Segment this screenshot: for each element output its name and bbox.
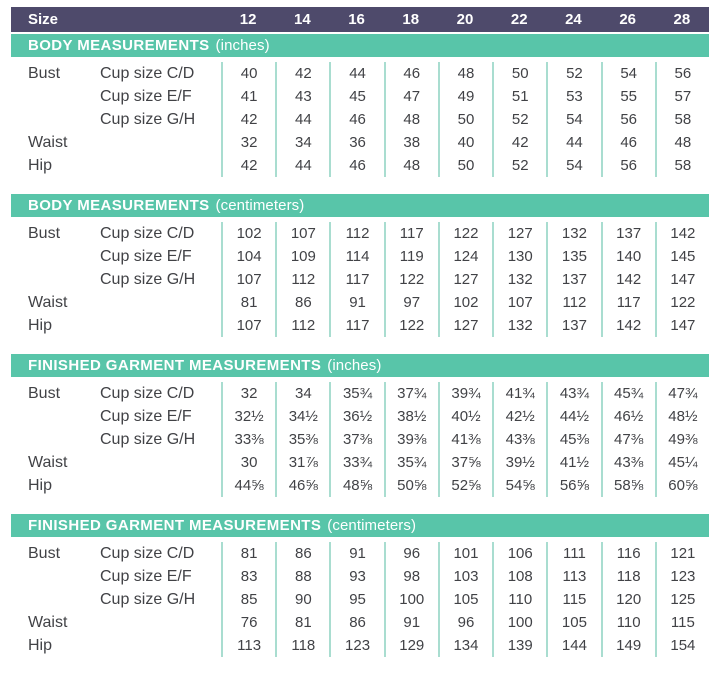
- size-column-header: 22: [510, 11, 528, 28]
- row-label: Hip: [28, 317, 53, 334]
- table-cell: 117: [601, 291, 655, 314]
- size-column-header: 14: [293, 11, 311, 28]
- table-cell: 112: [546, 291, 600, 314]
- table-cell: 46: [329, 108, 383, 131]
- table-cell: 58: [655, 108, 709, 131]
- table-cell: 46: [601, 131, 655, 154]
- row-label: Waist: [28, 454, 68, 471]
- table-cell: 122: [384, 314, 438, 337]
- table-cell: 48½: [655, 405, 709, 428]
- size-column-header: 12: [239, 11, 257, 28]
- table-cell: 123: [655, 565, 709, 588]
- row-sublabel: Cup size E/F: [100, 568, 192, 585]
- row-label: Waist: [28, 134, 68, 151]
- row-label: Waist: [28, 614, 68, 631]
- table-cell: 96: [384, 542, 438, 565]
- table-cell: 54: [546, 154, 600, 177]
- sections-container: [11, 34, 709, 657]
- table-cell: 144: [546, 634, 600, 657]
- table-cell: 86: [275, 291, 329, 314]
- table-cell: 101: [438, 542, 492, 565]
- row-label: Waist: [28, 294, 68, 311]
- table-cell: 32: [221, 131, 275, 154]
- size-column-header: 24: [565, 11, 582, 28]
- row-sublabel: Cup size G/H: [100, 111, 196, 128]
- table-cell: 50: [438, 154, 492, 177]
- table-cell: 54: [546, 108, 600, 131]
- table-cell: 132: [492, 268, 546, 291]
- table-cell: 137: [546, 314, 600, 337]
- table-cell: 41½: [546, 451, 600, 474]
- table-cell: 93: [329, 565, 383, 588]
- table-cell: 116: [601, 542, 655, 565]
- row-sublabel: Cup size E/F: [100, 248, 192, 265]
- table-cell: 56: [655, 62, 709, 85]
- table-row: [11, 268, 709, 291]
- measurement-section: [11, 514, 709, 657]
- table-cell: 86: [329, 611, 383, 634]
- table-cell: 55: [601, 85, 655, 108]
- table-cell: 56: [601, 154, 655, 177]
- table-cell: 46⅝: [275, 474, 329, 497]
- table-row: [11, 154, 709, 177]
- table-cell: 91: [329, 542, 383, 565]
- table-cell: 88: [275, 565, 329, 588]
- section-unit: (inches): [215, 37, 270, 54]
- table-cell: 52: [492, 154, 546, 177]
- table-cell: 107: [275, 222, 329, 245]
- table-cell: 48: [384, 108, 438, 131]
- size-header-row: [11, 7, 709, 32]
- row-label: Hip: [28, 637, 53, 654]
- table-cell: 123: [329, 634, 383, 657]
- table-cell: 106: [492, 542, 546, 565]
- table-row: [11, 542, 709, 565]
- table-cell: 115: [655, 611, 709, 634]
- table-cell: 142: [655, 222, 709, 245]
- table-cell: 42: [492, 131, 546, 154]
- table-cell: 90: [275, 588, 329, 611]
- table-cell: 122: [438, 222, 492, 245]
- table-cell: 50⅝: [384, 474, 438, 497]
- table-cell: 42: [221, 108, 275, 131]
- table-cell: 98: [384, 565, 438, 588]
- table-cell: 60⅝: [655, 474, 709, 497]
- section-header: [11, 34, 709, 57]
- table-cell: 137: [546, 268, 600, 291]
- table-cell: 140: [601, 245, 655, 268]
- table-cell: 48: [438, 62, 492, 85]
- table-cell: 45: [329, 85, 383, 108]
- table-cell: 117: [329, 314, 383, 337]
- table-row: [11, 245, 709, 268]
- table-cell: 107: [492, 291, 546, 314]
- row-label: Bust: [28, 65, 61, 82]
- table-cell: 34: [275, 131, 329, 154]
- table-cell: 35¾: [329, 382, 383, 405]
- section-unit: (centimeters): [215, 197, 305, 214]
- table-cell: 52: [546, 62, 600, 85]
- size-column-header: 18: [402, 11, 420, 28]
- table-cell: 30: [221, 451, 275, 474]
- section-title: BODY MEASUREMENTS: [28, 197, 210, 214]
- table-cell: 47¾: [655, 382, 709, 405]
- table-cell: 58: [655, 154, 709, 177]
- table-cell: 47: [384, 85, 438, 108]
- row-sublabel: Cup size E/F: [100, 88, 192, 105]
- row-label: Bust: [28, 545, 61, 562]
- table-cell: 95: [329, 588, 383, 611]
- table-cell: 130: [492, 245, 546, 268]
- table-cell: 117: [384, 222, 438, 245]
- table-row: [11, 474, 709, 497]
- row-sublabel: Cup size C/D: [100, 65, 195, 82]
- table-row: [11, 428, 709, 451]
- table-cell: 127: [438, 268, 492, 291]
- table-cell: 76: [221, 611, 275, 634]
- table-cell: 81: [221, 291, 275, 314]
- table-cell: 42: [275, 62, 329, 85]
- row-label: Hip: [28, 157, 53, 174]
- table-cell: 39¾: [438, 382, 492, 405]
- table-row: [11, 85, 709, 108]
- table-cell: 47⅜: [601, 428, 655, 451]
- table-cell: 50: [492, 62, 546, 85]
- measurement-section: [11, 354, 709, 497]
- table-cell: 37⅜: [329, 428, 383, 451]
- table-cell: 34: [275, 382, 329, 405]
- row-label: Hip: [28, 477, 53, 494]
- table-cell: 44: [329, 62, 383, 85]
- table-cell: 48⅝: [329, 474, 383, 497]
- table-cell: 57: [655, 85, 709, 108]
- table-cell: 33¾: [329, 451, 383, 474]
- row-sublabel: Cup size E/F: [100, 408, 192, 425]
- size-column-header: 28: [673, 11, 691, 28]
- section-title: FINISHED GARMENT MEASUREMENTS: [28, 517, 322, 534]
- table-row: [11, 222, 709, 245]
- table-cell: 44½: [546, 405, 600, 428]
- table-cell: 121: [655, 542, 709, 565]
- section-title: BODY MEASUREMENTS: [28, 37, 210, 54]
- table-cell: 111: [546, 542, 600, 565]
- table-cell: 142: [601, 314, 655, 337]
- table-cell: 147: [655, 268, 709, 291]
- table-cell: 50: [438, 108, 492, 131]
- table-cell: 118: [275, 634, 329, 657]
- table-cell: 154: [655, 634, 709, 657]
- table-cell: 132: [492, 314, 546, 337]
- table-cell: 147: [655, 314, 709, 337]
- table-cell: 44: [546, 131, 600, 154]
- table-cell: 52⅝: [438, 474, 492, 497]
- table-cell: 105: [546, 611, 600, 634]
- row-sublabel: Cup size G/H: [100, 591, 196, 608]
- table-cell: 38: [384, 131, 438, 154]
- section-header: [11, 514, 709, 537]
- table-cell: 110: [492, 588, 546, 611]
- table-cell: 139: [492, 634, 546, 657]
- table-row: [11, 131, 709, 154]
- table-cell: 58⅝: [601, 474, 655, 497]
- table-cell: 115: [546, 588, 600, 611]
- row-sublabel: Cup size C/D: [100, 545, 195, 562]
- table-cell: 145: [655, 245, 709, 268]
- table-cell: 86: [275, 542, 329, 565]
- table-cell: 125: [655, 588, 709, 611]
- table-cell: 96: [438, 611, 492, 634]
- table-row: [11, 611, 709, 634]
- table-cell: 114: [329, 245, 383, 268]
- table-cell: 102: [438, 291, 492, 314]
- table-cell: 35⅜: [275, 428, 329, 451]
- size-chart-sheet: [11, 7, 709, 657]
- table-cell: 120: [601, 588, 655, 611]
- table-cell: 149: [601, 634, 655, 657]
- table-cell: 45⅜: [546, 428, 600, 451]
- table-row: [11, 588, 709, 611]
- table-cell: 56⅝: [546, 474, 600, 497]
- table-cell: 43⅜: [601, 451, 655, 474]
- table-cell: 46: [384, 62, 438, 85]
- measurement-section: [11, 194, 709, 337]
- table-cell: 122: [655, 291, 709, 314]
- table-cell: 45¼: [655, 451, 709, 474]
- table-cell: 39⅜: [384, 428, 438, 451]
- table-cell: 127: [492, 222, 546, 245]
- table-cell: 54: [601, 62, 655, 85]
- table-cell: 91: [329, 291, 383, 314]
- size-column-header: 16: [348, 11, 365, 28]
- table-cell: 37¾: [384, 382, 438, 405]
- table-cell: 91: [384, 611, 438, 634]
- row-label: Bust: [28, 385, 61, 402]
- table-cell: 40: [221, 62, 275, 85]
- table-cell: 81: [221, 542, 275, 565]
- table-cell: 36: [329, 131, 383, 154]
- table-cell: 48: [655, 131, 709, 154]
- table-cell: 112: [329, 222, 383, 245]
- table-cell: 112: [275, 268, 329, 291]
- section-header: [11, 194, 709, 217]
- row-sublabel: Cup size G/H: [100, 431, 196, 448]
- table-row: [11, 565, 709, 588]
- table-cell: 44: [275, 154, 329, 177]
- table-cell: 119: [384, 245, 438, 268]
- table-cell: 105: [438, 588, 492, 611]
- table-cell: 107: [221, 268, 275, 291]
- table-cell: 127: [438, 314, 492, 337]
- row-sublabel: Cup size C/D: [100, 385, 195, 402]
- table-cell: 35¾: [384, 451, 438, 474]
- table-cell: 46½: [601, 405, 655, 428]
- table-cell: 42½: [492, 405, 546, 428]
- table-cell: 46: [329, 154, 383, 177]
- table-cell: 37⅝: [438, 451, 492, 474]
- table-cell: 122: [384, 268, 438, 291]
- table-cell: 49: [438, 85, 492, 108]
- table-cell: 52: [492, 108, 546, 131]
- table-cell: 49⅜: [655, 428, 709, 451]
- table-cell: 45¾: [601, 382, 655, 405]
- table-cell: 113: [221, 634, 275, 657]
- table-cell: 117: [329, 268, 383, 291]
- table-cell: 51: [492, 85, 546, 108]
- table-cell: 110: [601, 611, 655, 634]
- table-cell: 48: [384, 154, 438, 177]
- table-cell: 41¾: [492, 382, 546, 405]
- table-cell: 42: [221, 154, 275, 177]
- table-cell: 44⅝: [221, 474, 275, 497]
- table-row: [11, 634, 709, 657]
- table-row: [11, 62, 709, 85]
- table-cell: 112: [275, 314, 329, 337]
- table-cell: 40: [438, 131, 492, 154]
- table-cell: 108: [492, 565, 546, 588]
- table-cell: 124: [438, 245, 492, 268]
- table-cell: 134: [438, 634, 492, 657]
- section-header: [11, 354, 709, 377]
- table-cell: 53: [546, 85, 600, 108]
- table-cell: 43⅜: [492, 428, 546, 451]
- table-cell: 83: [221, 565, 275, 588]
- table-cell: 41⅜: [438, 428, 492, 451]
- table-cell: 33⅜: [221, 428, 275, 451]
- table-cell: 104: [221, 245, 275, 268]
- table-row: [11, 108, 709, 131]
- table-cell: 40½: [438, 405, 492, 428]
- table-row: [11, 314, 709, 337]
- table-cell: 43¾: [546, 382, 600, 405]
- size-header-label: Size: [28, 11, 59, 28]
- row-sublabel: Cup size G/H: [100, 271, 196, 288]
- section-unit: (inches): [327, 357, 382, 374]
- table-row: [11, 451, 709, 474]
- table-cell: 31⅞: [275, 451, 329, 474]
- measurement-section: [11, 34, 709, 177]
- table-cell: 81: [275, 611, 329, 634]
- table-row: [11, 382, 709, 405]
- size-column-header: 20: [456, 11, 474, 28]
- table-cell: 107: [221, 314, 275, 337]
- table-cell: 56: [601, 108, 655, 131]
- table-cell: 142: [601, 268, 655, 291]
- table-cell: 129: [384, 634, 438, 657]
- table-cell: 34½: [275, 405, 329, 428]
- table-row: [11, 291, 709, 314]
- row-label: Bust: [28, 225, 61, 242]
- table-cell: 54⅝: [492, 474, 546, 497]
- table-cell: 32: [221, 382, 275, 405]
- table-cell: 118: [601, 565, 655, 588]
- table-cell: 113: [546, 565, 600, 588]
- table-cell: 97: [384, 291, 438, 314]
- table-cell: 41: [221, 85, 275, 108]
- table-row: [11, 405, 709, 428]
- table-cell: 38½: [384, 405, 438, 428]
- table-cell: 44: [275, 108, 329, 131]
- table-cell: 39½: [492, 451, 546, 474]
- table-cell: 85: [221, 588, 275, 611]
- table-cell: 100: [492, 611, 546, 634]
- table-cell: 32½: [221, 405, 275, 428]
- table-cell: 135: [546, 245, 600, 268]
- table-cell: 137: [601, 222, 655, 245]
- table-cell: 103: [438, 565, 492, 588]
- section-title: FINISHED GARMENT MEASUREMENTS: [28, 357, 322, 374]
- table-cell: 102: [221, 222, 275, 245]
- table-cell: 43: [275, 85, 329, 108]
- table-cell: 100: [384, 588, 438, 611]
- table-cell: 36½: [329, 405, 383, 428]
- section-unit: (centimeters): [327, 517, 417, 534]
- row-sublabel: Cup size C/D: [100, 225, 195, 242]
- size-column-header: 26: [619, 11, 636, 28]
- table-cell: 132: [546, 222, 600, 245]
- table-cell: 109: [275, 245, 329, 268]
